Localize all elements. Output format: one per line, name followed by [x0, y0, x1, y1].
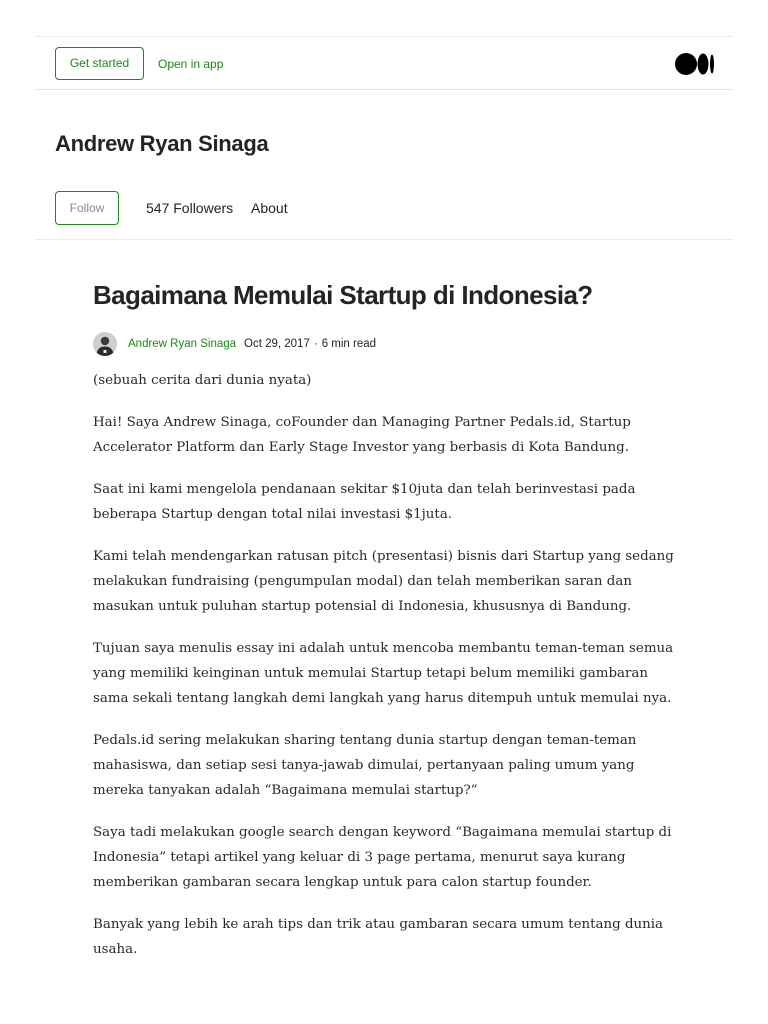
article	[93, 278, 675, 979]
follow-button[interactable]: Follow	[55, 191, 119, 225]
author-header	[35, 90, 733, 240]
article-date-readtime	[244, 337, 376, 351]
article-paragraph: Hai! Saya Andrew Sinaga, coFounder dan Managing Partner Pedals.id, Startup Accelerator Platform dan Early Stage Investor yang berbasis di Kota Bandung.	[93, 415, 631, 455]
article-paragraph: Tujuan saya menulis essay ini adalah untuk mencoba membantu teman-teman semua yang memiliki keinginan untuk memulai Startup tetapi belum memiliki gambaran sama sekali tentang langkah demi langkah yang harus ditempuh untuk memulai nya.	[93, 641, 674, 706]
article-paragraph: Saya tadi melakukan google search dengan keyword “Bagaimana memulai startup di Indonesia” tetapi artikel yang keluar di 3 page pertama, menurut saya kurang memberikan gambaran secara lengkap untuk para calon startup founder.	[93, 825, 672, 890]
author-name-heading[interactable]: Andrew Ryan Sinaga	[55, 131, 269, 156]
followers-link[interactable]: 547 Followers	[146, 200, 234, 216]
open-in-app-link[interactable]: Open in app	[158, 57, 224, 71]
medium-logo-icon[interactable]	[675, 53, 715, 75]
get-started-button[interactable]: Get started	[55, 47, 144, 80]
article-body	[93, 368, 675, 962]
avatar-person-icon	[93, 332, 117, 356]
article-paragraph: Banyak yang lebih ke arah tips dan trik atau gambaran secara umum tentang dunia usaha.	[93, 917, 664, 957]
article-paragraph: Kami telah mendengarkan ratusan pitch (presentasi) bisnis dari Startup yang sedang melakukan fundraising (pengumpulan modal) dan telah memberikan saran dan masukan untuk puluhan startup potensial di Indonesia, khususnya di Bandung.	[93, 549, 674, 614]
article-author-link[interactable]: Andrew Ryan Sinaga	[128, 338, 237, 350]
article-meta	[93, 332, 675, 358]
article-paragraph: Saat ini kami mengelola pendanaan sekitar $10juta dan telah berinvestasi pada beberapa Startup dengan total nilai investasi $1juta.	[93, 482, 636, 522]
article-paragraph: Pedals.id sering melakukan sharing tentang dunia startup dengan teman-teman mahasiswa, dan setiap sesi tanya-jawab dimulai, pertanyaan paling umum yang mereka tanyakan adalah “Bagaimana memulai startup?”	[93, 733, 637, 798]
article-read-time: 6 min read	[321, 338, 377, 350]
about-link[interactable]: About	[251, 200, 288, 216]
top-navigation-bar	[35, 36, 733, 90]
article-title: Bagaimana Memulai Startup di Indonesia?	[93, 280, 593, 310]
meta-separator: ·	[313, 338, 318, 350]
article-date: Oct 29, 2017	[244, 338, 310, 350]
author-avatar[interactable]	[93, 332, 117, 356]
article-paragraph: (sebuah cerita dari dunia nyata)	[93, 373, 312, 388]
